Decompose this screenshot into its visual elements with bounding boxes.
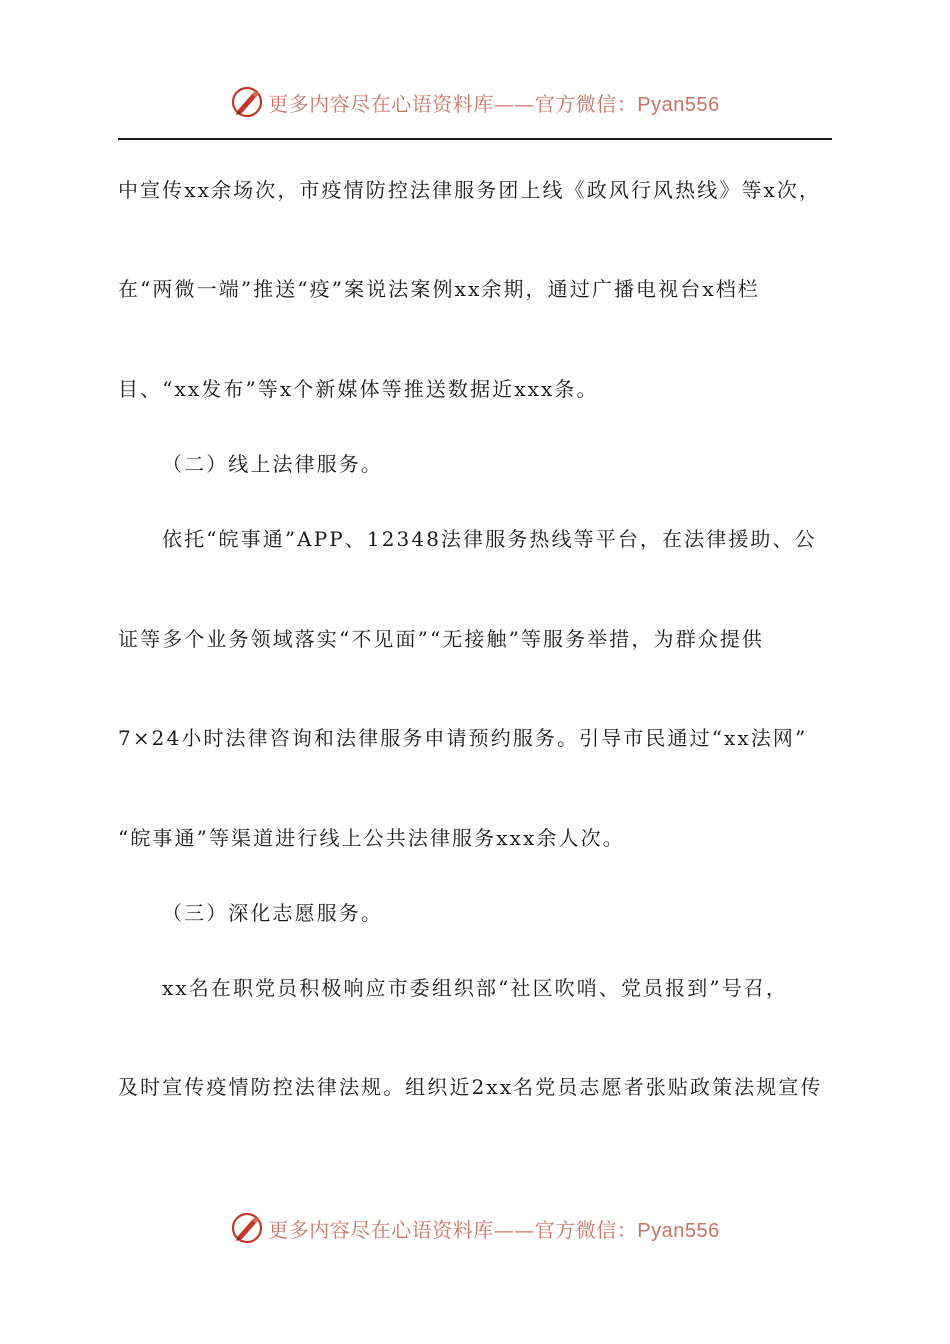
body-line-6: 证等多个业务领域落实“不见面”“无接触”等服务举措，为群众提供 bbox=[118, 627, 764, 651]
body-line-2: 在“两微一端”推送“疫”案说法案例xx余期，通过广播电视台x档栏 bbox=[118, 277, 760, 301]
body-line-11: 及时宣传疫情防控法律法规。组织近2xx名党员志愿者张贴政策法规宣传 bbox=[118, 1075, 823, 1099]
body-line-10: xx名在职党员积极响应市委组织部“社区吹哨、党员报到”号召， bbox=[162, 976, 789, 1000]
section-heading-3: （三）深化志愿服务。 bbox=[162, 901, 383, 925]
body-line-7: 7×24小时法律咨询和法律服务申请预约服务。引导市民通过“xx法网” bbox=[118, 726, 808, 750]
pen-logo-icon bbox=[230, 85, 264, 119]
footer-banner-text: 更多内容尽在心语资料库——官方微信：Pyan556 bbox=[268, 1217, 720, 1242]
pen-logo-icon bbox=[230, 1211, 264, 1245]
body-line-1: 中宣传xx余场次，市疫情防控法律服务团上线《政风行风热线》等x次， bbox=[118, 178, 822, 202]
body-line-3: 目、“xx发布”等x个新媒体等推送数据近xxx条。 bbox=[118, 377, 599, 401]
header-banner bbox=[0, 80, 950, 124]
header-divider bbox=[118, 138, 832, 140]
body-line-5: 依托“皖事通”APP、12348法律服务热线等平台，在法律援助、公 bbox=[162, 527, 817, 551]
body-line-8: “皖事通”等渠道进行线上公共法律服务xxx余人次。 bbox=[118, 826, 625, 850]
footer-banner bbox=[0, 1206, 950, 1250]
header-banner-text: 更多内容尽在心语资料库——官方微信：Pyan556 bbox=[268, 91, 720, 116]
section-heading-2: （二）线上法律服务。 bbox=[162, 452, 383, 476]
